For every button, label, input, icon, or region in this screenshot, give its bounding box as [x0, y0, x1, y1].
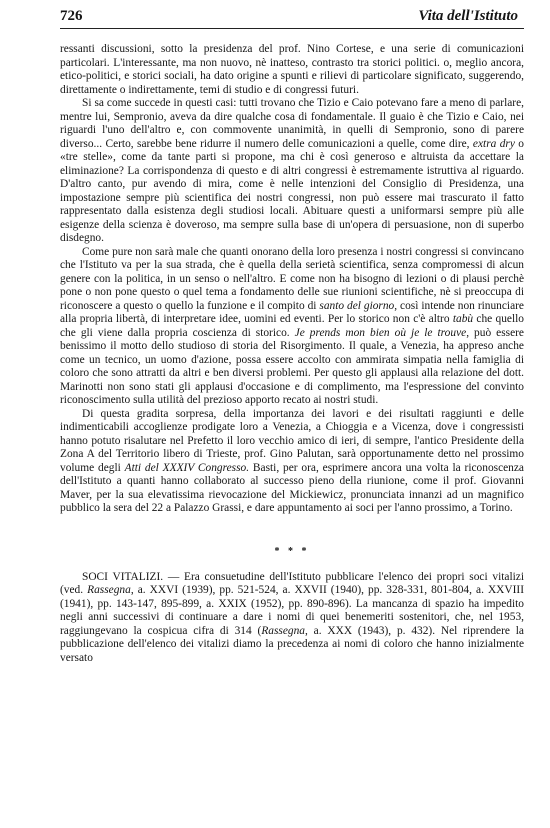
- paragraph-3: Come pure non sarà male che quanti onorano della loro presenza i nostri congressi si convincano che l'Istituto va per la sua strada, che è quella della serietà scientifica, senza compromessi di alcun genere con la politica, in un senso o nell'altro. E come non ha bisogno di lezioni o di plausi perchè pone o non pone questo o quel tema a fondamento delle sue riunioni scientifiche, nè si preoccupa di riconoscere a questo o quello la funzione e il compito di santo del giorno, così intende non rinunciare alla propria libertà, di interpretare idee, uomini ed eventi. Per lo storico non c'è altro tabù che quello che gli viene dalla propria coscienza di storico. Je prends mon bien où je le trouve, può essere benissimo il motto dello studioso di storia del Risorgimento. Il quale, a Venezia, ha appreso anche come un tecnico, un uomo d'azione, possa essere accolto con ammirata simpatia nella famiglia di coloro che sono attratti da altri e ben diversi problemi. Per questo gli applausi alla relazione del dott. Marinotti non sono stati gli applausi d'occasione e di complimento, ma l'espressione del convinto riconoscimento sulla utilità del prezioso apporto recato ai nostri studi.: [60, 245, 524, 406]
- paragraph-soci-vitalizi: SOCI VITALIZI. — Era consuetudine dell'Istituto pubblicare l'elenco dei propri soci vitalizi (ved. Rassegna, a. XXVI (1939), pp. 521-524, a. XXVII (1940), pp. 328-331, 801-804, a. XXVIII (1941), pp. 143-147, 895-899, a. XXIX (1952), pp. 890-896). La mancanza di spazio ha impedito negli anni successivi di continuare a dare i nomi di quei benemeriti sostenitori, che, nel 1953, raggiungevano la cospicua cifra di 314 (Rassegna, a. XXX (1943), p. 432). Nel riprendere la pubblicazione dell'elenco dei vitalizi diamo la precedenza ai nomi di coloro che hanno inizialmente versato: [60, 570, 525, 664]
- page-header: [60, 8, 524, 29]
- paragraph-4: Di questa gradita sorpresa, della importanza dei lavori e dei risultati raggiunti e delle indimenticabili accoglienze prodigate loro a Venezia, a Chioggia e a Vicenza, dove i congressisti hanno potuto risalutare nel Prefetto il loro vecchio amico di ieri, di sempre, l'antico Presidente della Zona A del Territorio libero di Trieste, prof. Gino Palutan, sarà opportunamente detto nel prossimo volume degli Atti del XXXIV Congresso. Basti, per ora, esprimere ancora una volta la riconoscenza dell'Istituto a quanti hanno collaborato al successo pieno della riunione, come il prof. Giovanni Maver, per la sua elevatissima rievocazione del Mickiewicz, pronunciata innanzi ad un magnifico pubblico la sera del 22 a Palazzo Grassi, e dare appuntamento ai soci per l'anno prossimo, a Torino.: [60, 407, 524, 514]
- document-page: [60, 8, 524, 665]
- running-title: Vita dell'Istituto: [418, 8, 518, 24]
- section-lead: SOCI VITALIZI.: [82, 570, 164, 583]
- section-separator: * * *: [274, 545, 310, 557]
- paragraph-1: ressanti discussioni, sotto la presidenza del prof. Nino Cortese, e una serie di comunicazioni particolari. L'interessante, ma non nuovo, nè inatteso, contrasto tra storici politici. o, meglio ancora, etico-politici, e storici sociali, ha dato origine a spunti e rilievi di particolare significato, suggerendo, direttamente o indirettamente, temi di studio e di congressi futuri.: [60, 43, 524, 96]
- paragraph-2: Si sa come succede in questi casi: tutti trovano che Tizio e Caio potevano fare a meno di parlare, mentre lui, Sempronio, aveva da dire qualche cosa di fondamentale. Il guaio è che Tizio e Caio, nei riguardi l'uno dell'altro e, con commovente unanimità, in quelli di Sempronio, sono di parere diverso... Certo, sarebbe bene ridurre il numero delle comunicazioni a quelle, come dire, extra dry o «tre stelle», come da tante parti si propone, ma chi è così generoso e altruista da accettare la eliminazione? La corrispondenza di questo e di altri congressi è estremamente istruttiva al riguardo. D'altro canto, pur avendo di mira, come è nelle intenzioni del Consiglio di Presidenza, una impostazione sempre più scientifica dei nostri congressi, non può essere mai trascurato il fatto rappresentato dalla esistenza degli studiosi locali. Abituare questi a uniformarsi sempre più alle esigenze della scienza è doveroso, ma sempre sulla base di un'opera di persuasione, non di superbo disdegno.: [60, 97, 524, 244]
- page-number: 726: [60, 8, 83, 24]
